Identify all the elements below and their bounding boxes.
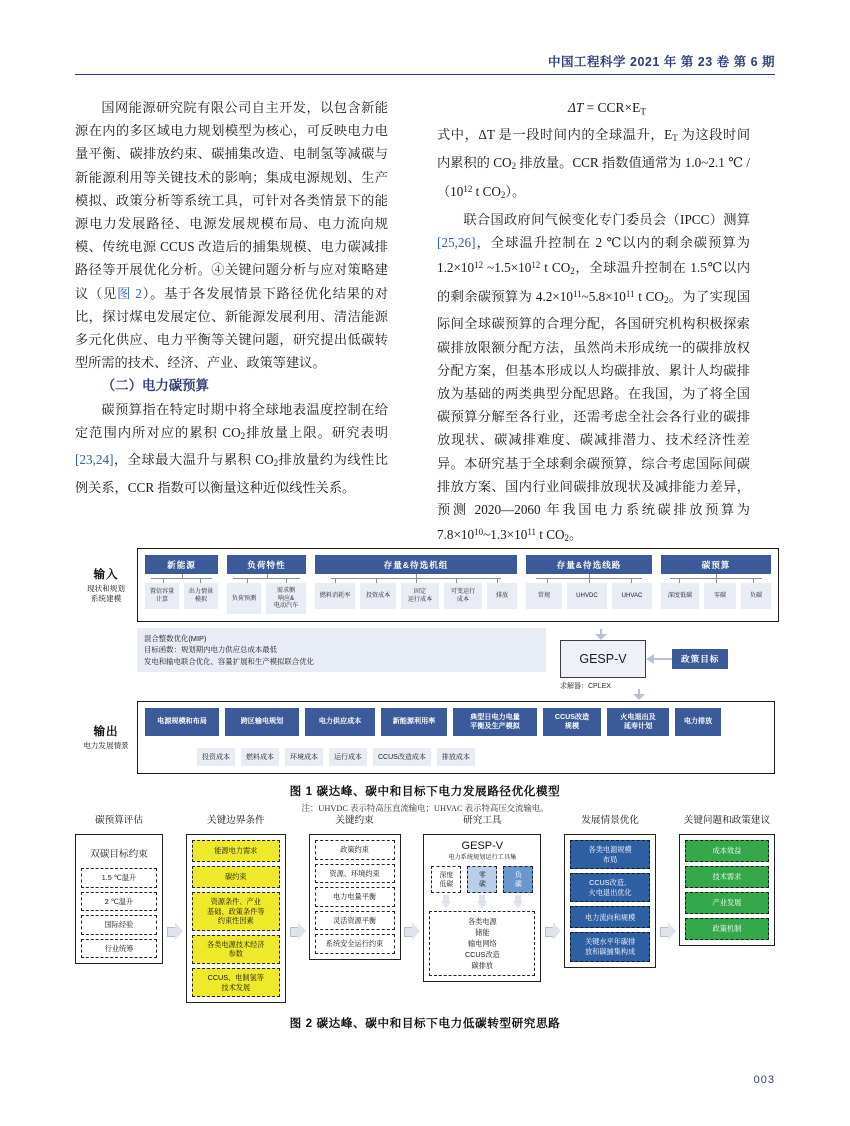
paragraph-right-1-b: 为这段时间内累积的 CO xyxy=(437,127,751,170)
figure-2-item-box[interactable]: 政策约束 xyxy=(315,840,395,860)
paragraph-right-2-b: ，全球温升控制在 2 ℃以内的剩余碳预算为 1.2×10 xyxy=(437,234,750,275)
figure-1-output-panel xyxy=(137,701,775,774)
paragraph-left-2 xyxy=(75,398,388,499)
figure-2-column-title: 关键边界条件 xyxy=(207,815,265,826)
power-11: 11 xyxy=(573,289,582,300)
figure-2-item-box[interactable]: 成本效益 xyxy=(685,840,769,862)
figure-1-leaf-box[interactable]: 可变运行 成本 xyxy=(444,583,482,609)
co2-subscript: 2 xyxy=(500,190,506,201)
figure-1-spacer-left xyxy=(75,622,137,700)
gesp-output-item: 输电网络 xyxy=(467,939,497,948)
connector-lines xyxy=(661,574,771,583)
paragraph-right-2-c: ~1.5×10 xyxy=(483,259,532,275)
mip-line-2: 目标函数：规划期内电力供应总成本最低 xyxy=(144,645,278,655)
gesp-output-item: 各类电源 xyxy=(467,917,497,926)
figure-1 xyxy=(75,548,775,814)
input-label-title: 输入 xyxy=(93,568,119,581)
figure-2-column xyxy=(423,812,541,982)
figure-1-solver-area xyxy=(137,628,775,700)
power-10: 10 xyxy=(474,527,484,538)
et-subscript: T xyxy=(672,133,678,144)
figure-2-item-box[interactable]: 国际经验 xyxy=(81,915,157,935)
figure-1-leaf-box[interactable]: 负碳 xyxy=(741,583,771,609)
citation-25-26[interactable]: [25,26] xyxy=(437,234,476,250)
figure-2-column-title: 关键问题和政策建议 xyxy=(683,815,771,826)
figure-2-column-title: 碳预算评估 xyxy=(95,815,143,826)
paragraph-right-2-e: ，全球温升控制在 1.5℃以内的剩余碳预算为 4.2×10 xyxy=(437,259,751,304)
gesp-output-item: 碳排放 xyxy=(471,961,494,970)
paragraph-right-2-j: t CO xyxy=(535,526,565,542)
paragraph-left-1-text: 国网能源研究院有限公司自主开发，以包含新能源在内的多区域电力规划模型为核心，可反映电力电量平衡、碳排放约束、碳捕集改造、电制氢等减碳与新能源利用等关键技术的影响；集成电源规划、生产模拟、政策分析等系统工具，可针对各类情景下的能源电力发展路径、电源发展规模布局、电力流向规模、传统电源 CCUS 改造后的捕集规模、电力碳减排路径等开展优化分析。④关键问题分析与应对策略建议（见 xyxy=(75,100,388,301)
figure-1-leaf-box[interactable]: 投资成本 xyxy=(360,583,396,609)
output-label-title: 输出 xyxy=(93,726,119,739)
figure-1-output-box[interactable]: 电力供应成本 xyxy=(305,708,375,736)
connector-lines xyxy=(315,574,517,583)
figure-1-cost-list xyxy=(145,748,767,766)
figure-1-leaf-box[interactable]: 需求侧 响应& 电动汽车 xyxy=(266,583,306,614)
figure-1-group-header[interactable]: 碳预算 xyxy=(661,555,771,574)
figure-2-item-box[interactable]: 碳约束 xyxy=(192,866,280,888)
figure-2-item-box[interactable]: 各类电源规模 布局 xyxy=(570,840,650,869)
input-label-sub xyxy=(87,584,125,604)
figure-2-item-box[interactable]: 资源条件、产业 基础、政策条件等 约束性因素 xyxy=(192,892,280,931)
figure-2-panel xyxy=(423,834,541,982)
power-12: 12 xyxy=(531,259,541,270)
paragraph-left-2-c: ，全球最大温升与累积 CO xyxy=(113,452,274,468)
gesp-area xyxy=(546,628,775,700)
figure-2-item-box[interactable]: 行业统筹 xyxy=(81,939,157,959)
arrow-down-icon xyxy=(467,895,497,909)
left-text-column xyxy=(75,96,388,499)
figure-1-output-box[interactable]: 典型日电力电量 平衡及生产模拟 xyxy=(453,708,537,736)
figure-2-item-box[interactable]: 2 ℃温升 xyxy=(81,892,157,912)
figure-1-group xyxy=(145,555,218,609)
paragraph-right-1 xyxy=(437,123,750,207)
figure-2-column xyxy=(564,812,656,968)
figure-2-item-box[interactable]: CCUS、电制氢等 技术发展 xyxy=(192,968,280,997)
co2-subscript: 2 xyxy=(240,431,246,442)
gesp-line xyxy=(560,640,728,678)
power-11: 11 xyxy=(625,289,635,300)
output-label-sub: 电力发展情景 xyxy=(83,741,129,751)
figure-2-panel xyxy=(309,834,401,960)
figure-1-cost-box[interactable]: 燃料成本 xyxy=(241,748,279,766)
flow-arrow-right-icon xyxy=(660,922,675,940)
figure-2-item-box[interactable]: 系统安全运行约束 xyxy=(315,934,395,954)
running-head: 中国工程科学 2021 年 第 23 卷 第 6 期 xyxy=(548,55,775,69)
figure-2-item-box[interactable]: 电力电量平衡 xyxy=(315,887,395,907)
figure-1-leaf-row xyxy=(315,583,517,609)
gesp-v-title: GESP-V xyxy=(461,840,504,852)
paragraph-right-2-a: 联合国政府间气候变化专门委员会（IPCC）测算 xyxy=(463,211,750,227)
power-11: 11 xyxy=(527,527,536,538)
figure-1-leaf-row xyxy=(526,583,652,609)
figure-1-group-header[interactable]: 存量&待选机组 xyxy=(315,555,517,574)
figure-1-output-box[interactable]: 新能源利用率 xyxy=(381,708,447,736)
paragraph-right-2-g: t CO xyxy=(634,288,664,304)
paragraph-right-1-a: 式中，ΔT 是一段时间内的全球温升，E xyxy=(437,127,673,143)
figure-2-panel xyxy=(75,834,163,964)
paragraph-right-1-c: 排放量。CCR 指数值通常为 1.0~2.1 ℃ /（10 xyxy=(437,154,750,200)
flow-arrow-right-icon xyxy=(404,922,419,940)
figure-1-leaf-box[interactable]: 固定 运行成本 xyxy=(401,583,439,609)
figure-1-output-row xyxy=(75,701,775,774)
scenario-box[interactable]: 零 碳 xyxy=(467,866,497,893)
co2-subscript: 2 xyxy=(564,533,570,544)
paragraph-right-2 xyxy=(437,208,750,551)
formula-equals: = xyxy=(586,100,595,115)
formula-ccr xyxy=(437,96,750,123)
figure-2-item-box[interactable]: 资源、环境约束 xyxy=(315,864,395,884)
figure-2 xyxy=(75,812,775,1031)
co2-subscript: 2 xyxy=(511,161,517,172)
figure-1-group xyxy=(661,555,771,609)
figure-1-leaf-box[interactable]: 深度低碳 xyxy=(661,583,699,609)
scenario-box[interactable]: 负 碳 xyxy=(503,866,533,893)
formula-lhs: ΔT xyxy=(567,100,584,115)
figure-1-output-box[interactable]: 跨区输电规划 xyxy=(225,708,299,736)
gesp-v-subtitle: 电力系统规划运行工具集 xyxy=(448,854,517,861)
figure-1-cost-box[interactable]: 排放成本 xyxy=(437,748,475,766)
figure-1-cost-box[interactable]: 运行成本 xyxy=(329,748,367,766)
figure-2-column-title: 发展情景优化 xyxy=(581,815,639,826)
down-arrow-row xyxy=(429,895,535,909)
paragraph-left-1 xyxy=(75,96,388,374)
gesp-v-box[interactable]: GESP-V xyxy=(560,640,646,678)
figure-1-output-box[interactable]: 火电退出及 延寿计划 xyxy=(607,708,669,736)
figure-1-group-list xyxy=(145,555,771,614)
formula-rhs: CCR×E xyxy=(597,100,641,115)
paragraph-left-1-tail: ）。基于各发展情景下路径优化结果的对比，探讨煤电发展定位、新能源发展利用、清洁能源多元化供应、电力平衡等关键问题，研究提出低碳转型所需的技术、经济、产业、政策等建议。 xyxy=(75,285,389,371)
figure-2-column-title: 研究工具 xyxy=(463,815,502,826)
citation-23-24[interactable]: [23,24] xyxy=(75,452,114,468)
figure-2-item-box[interactable]: 关键水平年碳排 放和碳捕集构成 xyxy=(570,932,650,961)
figure-1-leaf-row xyxy=(661,583,771,609)
paragraph-right-2-i: ~1.3×10 xyxy=(483,526,528,542)
figure-2-item-box[interactable]: 产业发展 xyxy=(685,892,769,914)
figure-1-group xyxy=(227,555,306,614)
figure-2-item-box[interactable]: 能源电力需求 xyxy=(192,840,280,862)
flow-arrow-right-icon xyxy=(545,922,560,940)
mip-objective-box xyxy=(137,628,546,672)
figure-1-input-panel xyxy=(137,548,779,622)
flow-arrow-right-icon xyxy=(290,922,305,940)
figure-1-leaf-box[interactable]: 燃料消耗率 xyxy=(315,583,355,609)
power-12: 12 xyxy=(474,259,484,270)
figure-2-panel xyxy=(186,834,286,1003)
power-12: 12 xyxy=(463,184,473,195)
figure-1-group xyxy=(526,555,652,609)
paragraph-right-2-k: 。 xyxy=(569,526,583,542)
figure-2-item-box[interactable]: 1.5 ℃温升 xyxy=(81,868,157,888)
paragraph-left-2-a: 碳预算指在特定时期中将全球地表温度控制在给定范围内所对应的累积 CO xyxy=(75,401,388,440)
gesp-output-list xyxy=(429,911,535,976)
figure-2-caption: 图 2 碳达峰、碳中和目标下电力低碳转型研究思路 xyxy=(289,1017,561,1031)
paragraph-right-2-h: 。为了实现国际间全球碳预算的合理分配，各国研究机构积极探索碳排放限额分配方法，虽然尚未形成统一的碳排放权分配方案，但基本形成以人均碳排放、累计人均碳排放为基础的两类典型分配思路。在我国，为了将全国碳预算分解至各行业，还需考虑全社会各行业的碳排放现状、碳减排难度、碳减排潜力、技术经济性差异。本研究基于全球剩余碳预算，综合考虑国际间碳排放方案、国内行业间碳排放现状及减排能力差异，预测 2020—2060 年我国电力系统碳排放预算为 7.8×10 xyxy=(437,288,751,542)
figure-2-item-box[interactable]: 电力流向和规模 xyxy=(570,906,650,928)
figure-2-reference[interactable]: 图 2 xyxy=(117,285,142,301)
arrow-down-into-gesp xyxy=(594,629,608,639)
figure-1-leaf-box[interactable]: 零碳 xyxy=(704,583,736,609)
figure-1-output-box[interactable]: CCUS改造 规模 xyxy=(543,708,601,736)
input-label-sub-line1: 现状和规划 xyxy=(87,583,125,593)
figure-2-column xyxy=(309,812,401,960)
arrow-down-icon xyxy=(431,895,461,909)
figure-1-leaf-row xyxy=(145,583,218,609)
figure-2-panel xyxy=(564,834,656,968)
paragraph-left-2-b: 排放量上限。研究表明 xyxy=(245,424,389,440)
policy-goal-box[interactable]: 政策目标 xyxy=(672,649,728,669)
figure-1-cost-box[interactable]: CCUS改造成本 xyxy=(373,748,431,766)
connector-lines xyxy=(227,574,306,583)
figure-2-item-box[interactable]: 政策机制 xyxy=(685,918,769,940)
solver-label: 求解器：CPLEX xyxy=(560,682,611,690)
co2-subscript: 2 xyxy=(570,265,575,276)
figure-1-leaf-box[interactable]: 常规 xyxy=(526,583,562,609)
figure-2-panel xyxy=(679,834,775,946)
figure-2-item-box[interactable]: CCUS改造、 火电退出优化 xyxy=(570,873,650,902)
paragraph-right-1-e: ）。 xyxy=(505,184,526,200)
figure-1-input-label xyxy=(75,548,137,622)
mip-line-1: 混合整数优化(MIP) xyxy=(144,633,207,643)
gesp-output-item: CCUS改造 xyxy=(464,950,500,959)
paragraph-left-2-d: 排放量约为线性比例关系，CCR 指数可以衡量这种近似线性关系。 xyxy=(75,452,388,495)
figure-2-columns xyxy=(75,812,775,1003)
figure-2-item-box[interactable]: 各类电源技术经济 参数 xyxy=(192,935,280,964)
figure-1-leaf-box[interactable]: UHVAC xyxy=(612,583,652,609)
figure-1-output-label xyxy=(75,701,137,774)
figure-1-caption: 图 1 碳达峰、碳中和目标下电力发展路径优化模型 xyxy=(289,784,561,798)
page-number: 003 xyxy=(753,1074,775,1086)
input-label-sub-line2: 系统建模 xyxy=(90,593,122,603)
co2-subscript: 2 xyxy=(663,295,669,306)
figure-1-leaf-box[interactable]: UHVDC xyxy=(567,583,607,609)
figure-2-column xyxy=(186,812,286,1003)
arrow-down-icon xyxy=(503,895,533,909)
figure-1-cost-box[interactable]: 环境成本 xyxy=(285,748,323,766)
flow-arrow-right-icon xyxy=(167,922,182,940)
co2-subscript: 2 xyxy=(273,458,279,469)
figure-1-output-box[interactable]: 电力排放 xyxy=(675,708,721,736)
figure-1-note: 注：UHVDC 表示特高压直流输电；UHVAC 表示特高压交流输电。 xyxy=(301,803,549,813)
figure-1-leaf-row xyxy=(227,583,306,614)
figure-1-leaf-box[interactable]: 负荷预测 xyxy=(227,583,261,614)
paragraph-right-2-d: t CO xyxy=(540,259,571,275)
scenario-box[interactable]: 深度 低碳 xyxy=(431,866,461,893)
arrow-down-from-gesp xyxy=(632,689,646,699)
section-heading-carbon-budget: （二）电力碳预算 xyxy=(101,378,209,394)
formula-subscript: T xyxy=(640,106,647,117)
figure-1-output-box[interactable]: 电源规模和布局 xyxy=(145,708,219,736)
connector-lines xyxy=(145,574,218,583)
figure-1-leaf-box[interactable]: 置信容量 计算 xyxy=(145,583,179,609)
running-head-rule xyxy=(75,74,775,75)
connector-lines xyxy=(526,574,652,583)
figure-1-group-header[interactable]: 新能源 xyxy=(145,555,218,574)
figure-1-cost-box[interactable]: 投资成本 xyxy=(197,748,235,766)
figure-1-group-header[interactable]: 负荷特性 xyxy=(227,555,306,574)
figure-1-leaf-box[interactable]: 排放 xyxy=(487,583,517,609)
figure-1-group-header[interactable]: 存量&待选线路 xyxy=(526,555,652,574)
figure-2-column-title: 关键约束 xyxy=(335,815,374,826)
figure-1-input-row xyxy=(75,548,775,622)
figure-1-leaf-box[interactable]: 出力情景 模拟 xyxy=(184,583,218,609)
figure-2-item-box[interactable]: 灵活资源平衡 xyxy=(315,911,395,931)
mip-line-3: 发电和输电联合优化、容量扩展和生产模拟联合优化 xyxy=(144,656,314,666)
paragraph-right-1-d: t CO xyxy=(472,184,501,200)
figure-2-panel-title: 双碳目标约束 xyxy=(90,849,148,860)
figure-2-column xyxy=(679,812,775,946)
arrow-left-icon xyxy=(646,654,672,664)
gesp-output-item: 储能 xyxy=(475,928,490,937)
paragraph-right-2-f: ~5.8×10 xyxy=(581,288,626,304)
figure-2-item-box[interactable]: 技术需求 xyxy=(685,866,769,888)
figure-1-solver-row xyxy=(75,622,775,700)
figure-2-column xyxy=(75,812,163,964)
figure-1-output-list xyxy=(145,708,767,736)
scenario-row xyxy=(429,866,535,893)
right-text-column xyxy=(437,96,750,550)
figure-1-group xyxy=(315,555,517,609)
